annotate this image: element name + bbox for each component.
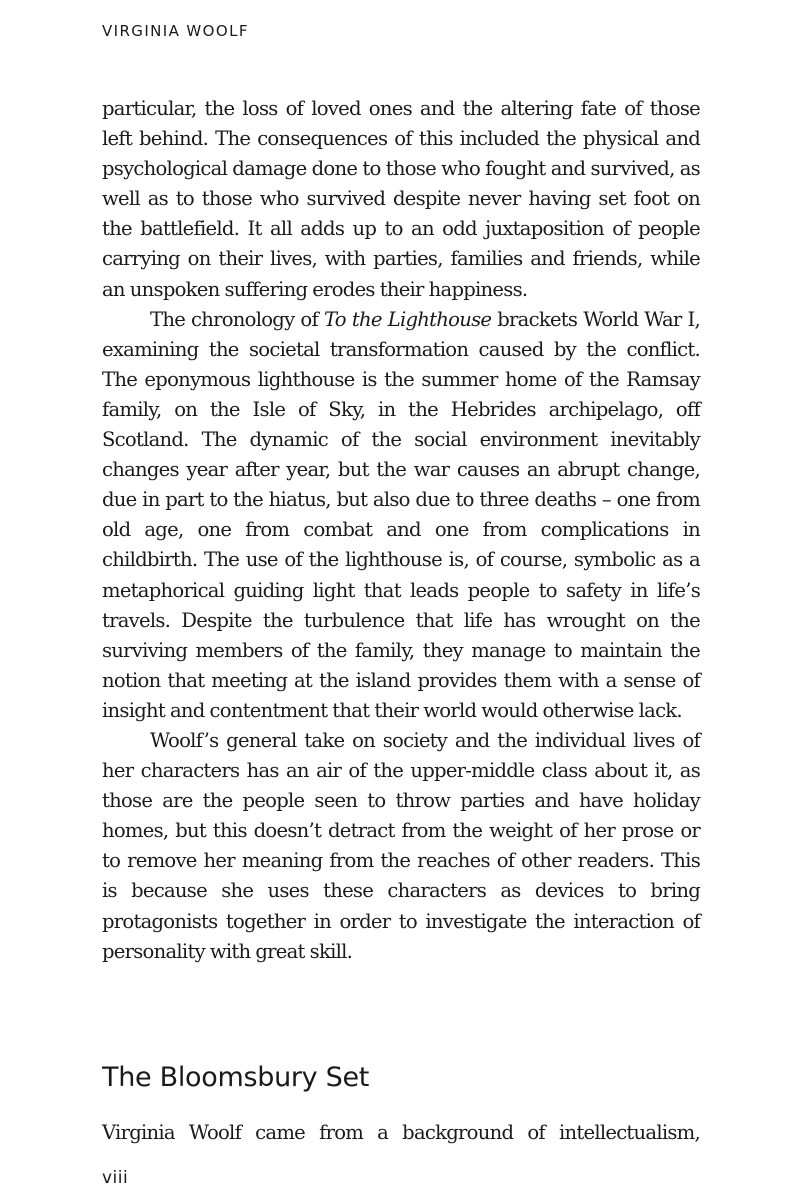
body-text	[102, 94, 700, 967]
page-number: viii	[102, 1168, 129, 1188]
section-first-line: Virginia Woolf came from a background of intellectualism,	[102, 1121, 700, 1144]
running-head: VIRGINIA WOOLF	[102, 22, 249, 40]
paragraph-1: particular, the loss of loved ones and the altering fate of those left behind. The consequences of this included the physical and psychological damage done to those who fought and survived, as well as to those who survived despite never having set foot on the battlefield. It all adds up to an odd juxtaposition of people carrying on their lives, with parties, families and friends, while an unspoken suffering erodes their happiness.	[102, 97, 700, 301]
book-title: To the Lighthouse	[324, 307, 492, 331]
paragraph-3: Woolf’s general take on society and the individual lives of her characters has an air of the upper-middle class about it, as those are the people seen to throw parties and have holiday homes, but this doesn’t detract from the weight of her prose or to remove her meaning from the reaches of other readers. This is because she uses these characters as devices to bring protagonists together in order to investigate the interaction of personality with great skill.	[102, 728, 700, 963]
section-heading: The Bloomsbury Set	[102, 1062, 370, 1093]
paragraph-2	[102, 305, 700, 726]
paragraph-2-lead: The chronology of	[150, 307, 324, 331]
paragraph-2-rest: brackets World War I, examining the societal transformation caused by the conflict. The eponymous lighthouse is the summer home of the Ramsay family, on the Isle of Sky, in the Hebrides archipelago, off Scotland. The dynamic of the social environment inevitably changes year after year, but the war causes an abrupt change, due in part to the hiatus, but also due to three deaths – one from old age, one from combat and one from complications in childbirth. The use of the lighthouse is, of course, symbolic as a metaphorical guiding light that leads people to safety in life’s travels. Despite the turbulence that life has wrought on the surviving members of the family, they manage to maintain the notion that meeting at the island provides them with a sense of insight and contentment that their world would otherwise lack.	[102, 307, 701, 722]
